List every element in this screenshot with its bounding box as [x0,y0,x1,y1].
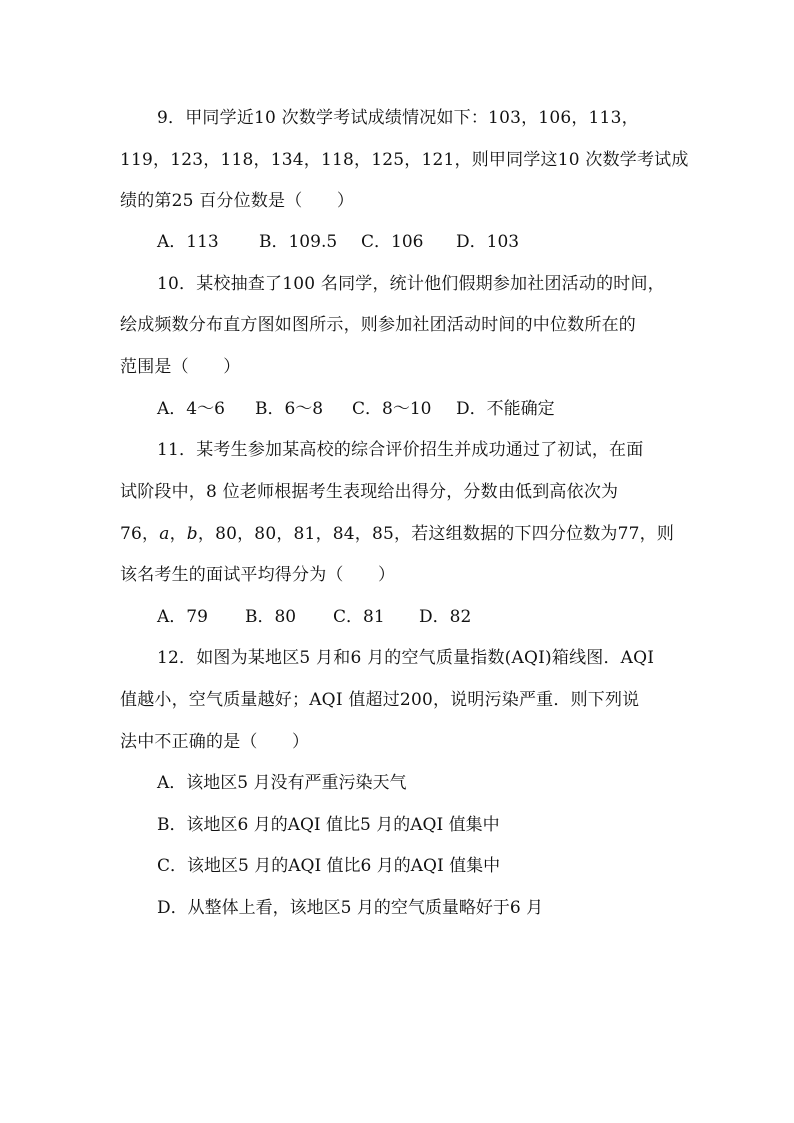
q9-stem-line-1: 9．甲同学近10 次数学考试成绩情况如下：103，106，113， [157,108,639,128]
q11-option-a: A．79 [157,607,208,627]
q11-stem-line-4: 该名考生的面试平均得分为（ ） [120,565,396,585]
q11-option-c: C．81 [333,607,385,627]
q12-option-a: A．该地区5 月没有严重污染天气 [157,773,407,793]
q9-option-a: A．113 [157,232,219,252]
q12-stem-line-3: 法中不正确的是（ ） [120,732,310,752]
q9-option-b: B．109.5 [259,232,338,252]
q12-stem-line-1: 12．如图为某地区5 月和6 月的空气质量指数(AQI)箱线图．AQI [157,648,655,668]
q9-option-d: D．103 [456,232,520,252]
q11-option-b: B．80 [245,607,297,627]
q10-option-b: B．6～8 [255,399,324,419]
q9-stem-line-2: 119，123，118，134，118，125，121，则甲同学这10 次数学考试成 [120,150,689,170]
q11-option-d: D．82 [419,607,472,627]
q12-option-d: D．从整体上看，该地区5 月的空气质量略好于6 月 [157,898,544,918]
q11-stem-line-1: 11．某考生参加某高校的综合评价招生并成功通过了初试，在面 [157,440,644,460]
q12-option-b: B．该地区6 月的AQI 值比5 月的AQI 值集中 [157,815,500,835]
q10-stem-line-1: 10．某校抽查了100 名同学，统计他们假期参加社团活动的时间， [157,274,665,294]
q10-option-d: D．不能确定 [456,399,555,419]
q11-line3-prefix: 76， [120,524,160,544]
q11-stem-line-3 [120,522,674,546]
q10-option-a: A．4～6 [157,399,225,419]
q10-option-c: C．8～10 [352,399,432,419]
q9-stem-line-3: 绩的第25 百分位数是（ ） [120,191,355,211]
q11-variable-b: b [186,524,198,544]
q11-line3-suffix: ，80，80，81，84，85，若这组数据的下四分位数为77，则 [197,524,675,544]
q12-option-c: C．该地区5 月的AQI 值比6 月的AQI 值集中 [157,856,501,876]
q10-stem-line-3: 范围是（ ） [120,357,241,377]
q11-line3-separator: ， [169,524,187,544]
q11-stem-line-2: 试阶段中，8 位老师根据考生表现给出得分，分数由低到高依次为 [120,482,619,502]
q10-stem-line-2: 绘成频数分布直方图如图所示，则参加社团活动时间的中位数所在的 [120,315,636,335]
q9-option-c: C．106 [361,232,424,252]
q12-stem-line-2: 值越小，空气质量越好；AQI 值超过200，说明污染严重．则下列说 [120,690,640,710]
q11-variable-a: a [159,524,170,544]
